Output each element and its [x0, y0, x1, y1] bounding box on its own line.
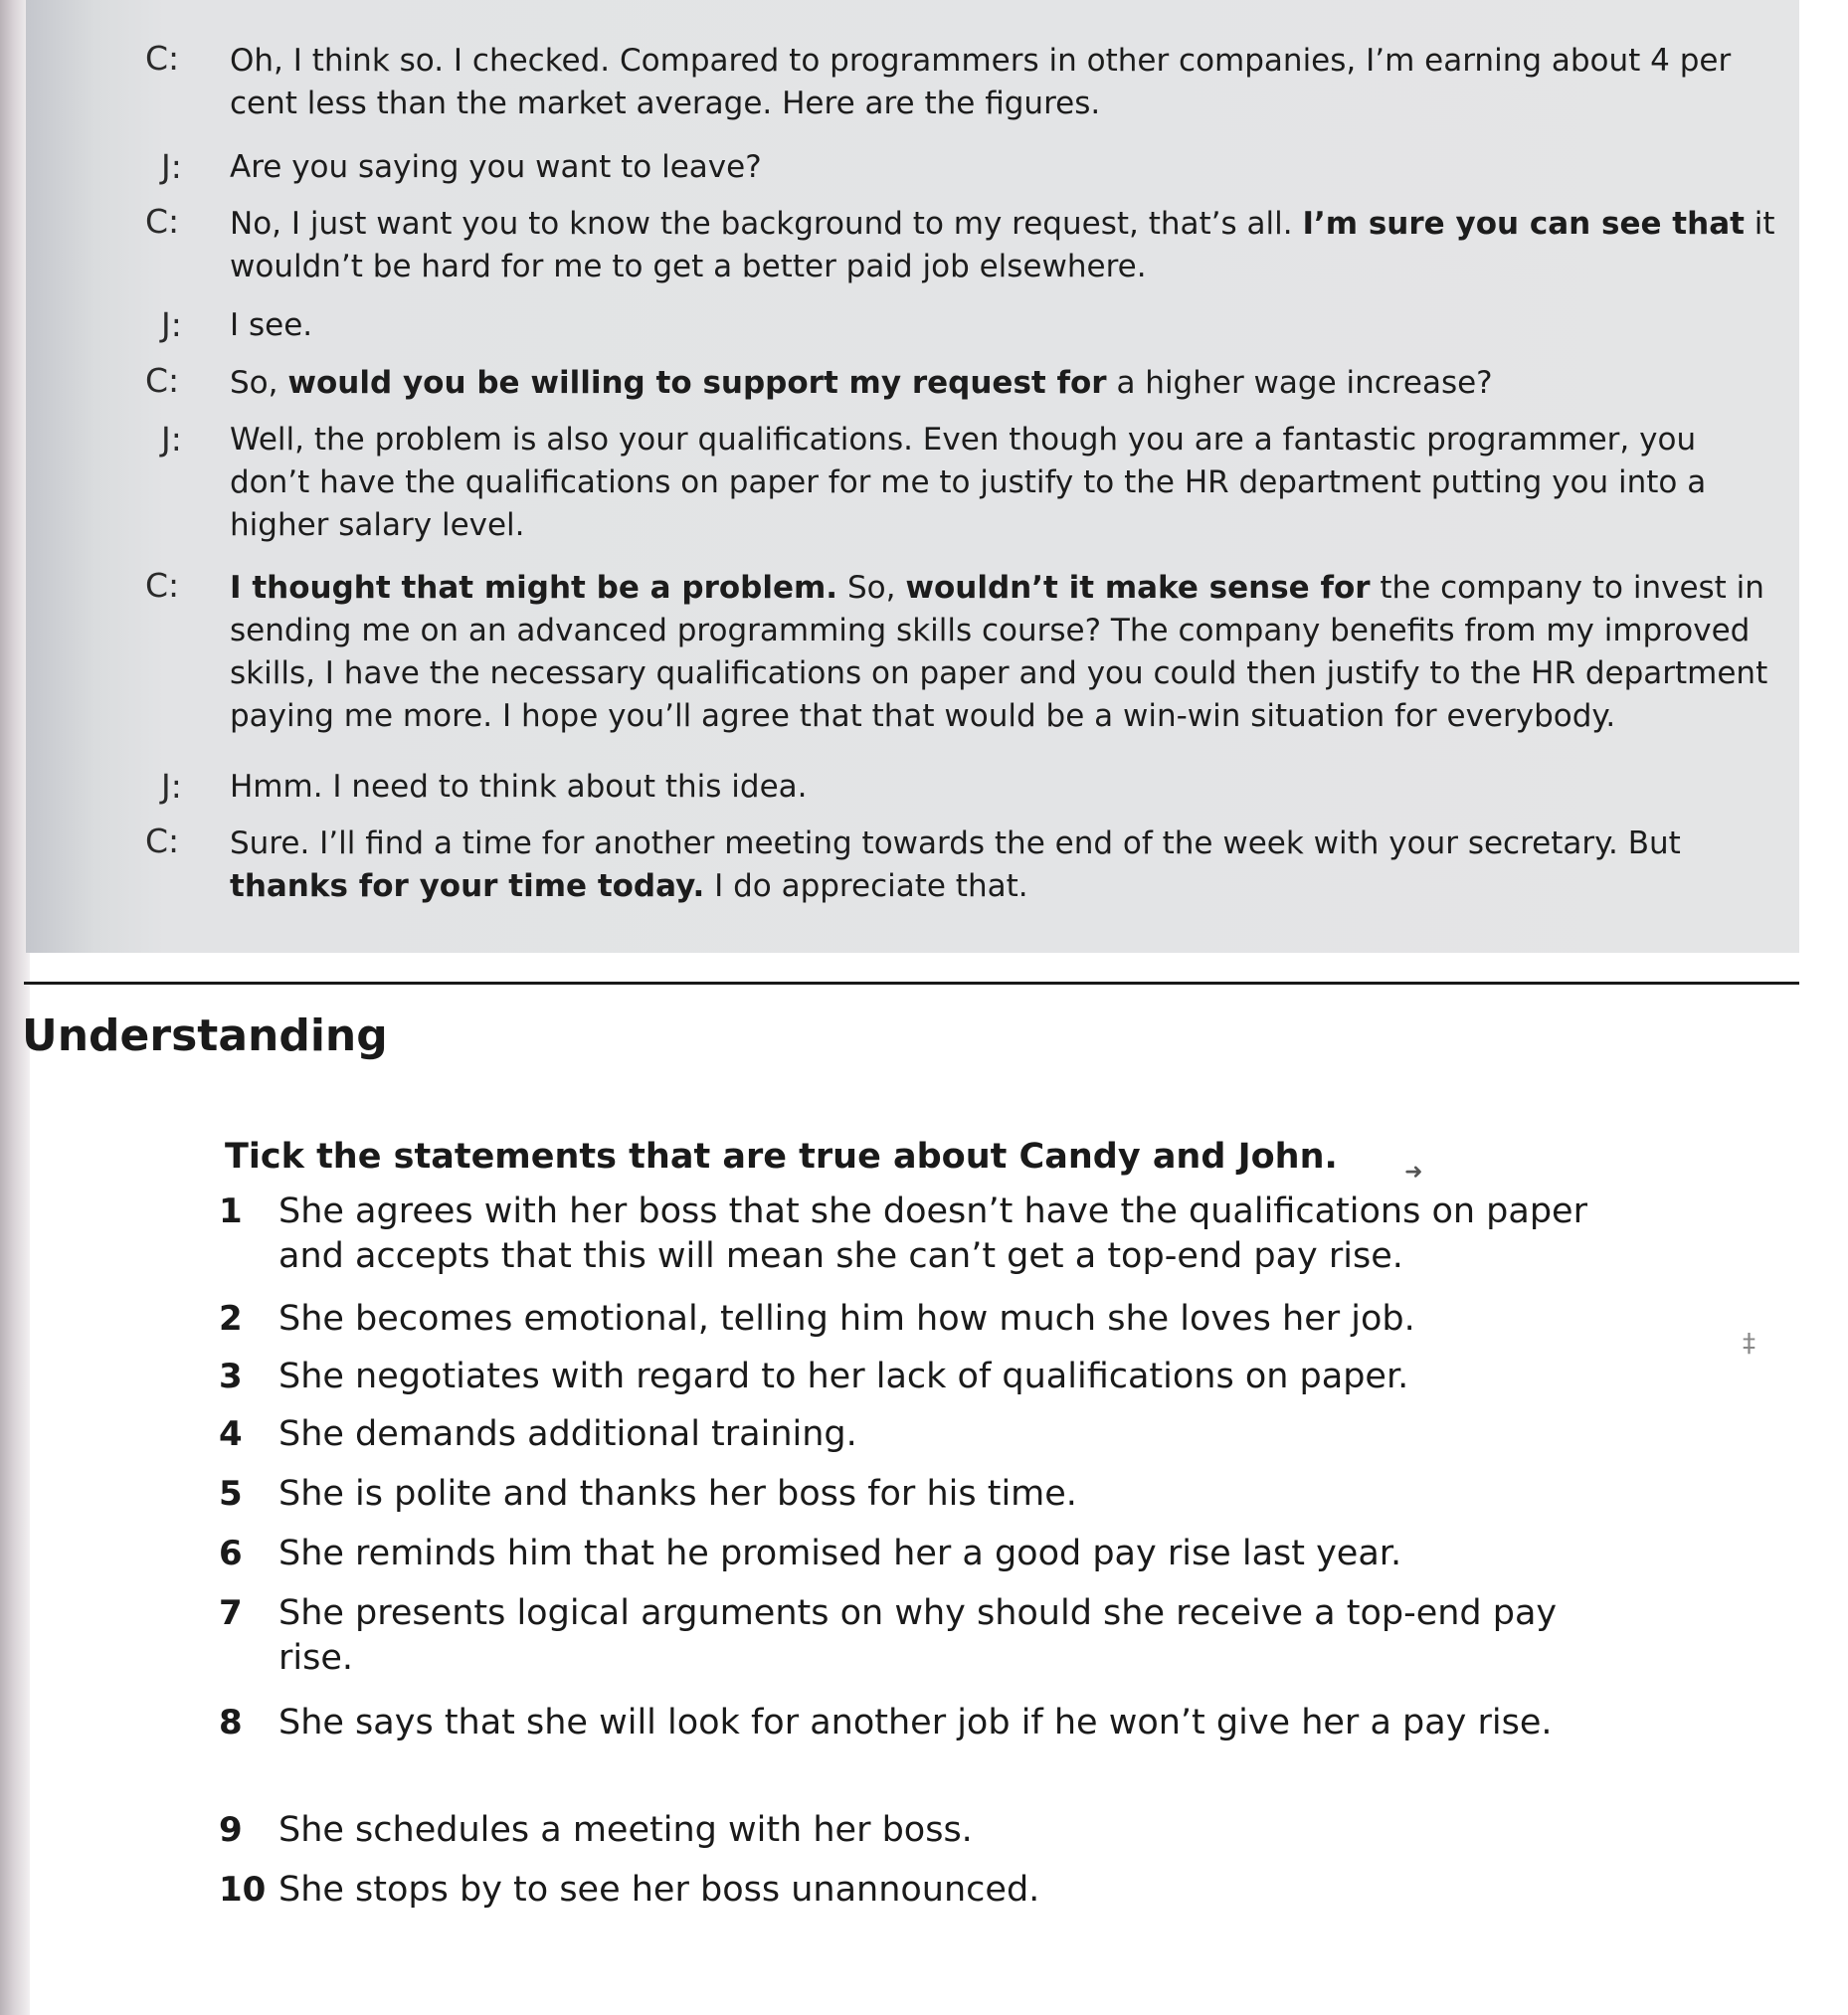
speech-text — [230, 766, 1781, 809]
speaker-label: C: — [145, 822, 180, 860]
speaker-label: J: — [161, 147, 182, 186]
speech-text — [230, 419, 1781, 547]
statement-text: She presents logical arguments on why should she receive a top-end pay rise. — [278, 1593, 1558, 1678]
dialogue-box — [26, 0, 1799, 953]
speech-segment: Oh, I think so. I checked. Compared to programmers in other companies, I’m earning about 4 per cent less than the market average. Here are the figures. — [230, 43, 1732, 121]
section-title: Understanding — [22, 1010, 388, 1061]
statement-number: 4 — [219, 1414, 243, 1454]
statement-number: 6 — [219, 1534, 243, 1573]
ink-speck: ‡ — [1743, 1329, 1756, 1359]
speech-text — [230, 203, 1781, 288]
statement-number: 8 — [219, 1703, 243, 1742]
statement-text: She says that she will look for another job if he won’t give her a pay rise. — [278, 1703, 1553, 1742]
statement-number: 1 — [219, 1191, 243, 1231]
speech-segment-bold: would you be willing to support my request for — [287, 365, 1107, 401]
speaker-label: C: — [145, 361, 180, 400]
statement-text: She negotiates with regard to her lack of qualifications on paper. — [278, 1357, 1409, 1396]
speaker-label: C: — [145, 39, 180, 78]
speech-text — [230, 40, 1781, 125]
speech-segment: Hmm. I need to think about this idea. — [230, 769, 808, 805]
statement-text: She stops by to see her boss unannounced. — [278, 1870, 1040, 1910]
statement-text: She is polite and thanks her boss for his time. — [278, 1474, 1077, 1514]
statement-number: 7 — [219, 1593, 243, 1633]
speech-segment: the company to invest in sending me on an advanced programming skills course? The company benefits from my improved skills, I have the necessary qualifications on paper and you could then justify to the HR department paying me more. I hope you’ll agree that that would be a win-win situation for everybody. — [230, 570, 1768, 734]
speech-segment: it wouldn’t be hard for me to get a better paid job elsewhere. — [230, 206, 1775, 284]
speech-segment: I do appreciate that. — [704, 868, 1028, 904]
speech-segment: So, — [230, 365, 288, 401]
speech-segment: Are you saying you want to leave? — [230, 149, 762, 185]
statement-number: 9 — [219, 1810, 243, 1850]
statement-text: She demands additional training. — [278, 1414, 857, 1454]
statement-text: She schedules a meeting with her boss. — [278, 1810, 973, 1850]
speech-segment-bold: I’m sure you can see that — [1302, 206, 1745, 242]
speech-text — [230, 823, 1781, 908]
speech-segment: No, I just want you to know the background to my request, that’s all. — [230, 206, 1303, 242]
speech-segment: a higher wage increase? — [1106, 365, 1493, 401]
speaker-label: C: — [145, 566, 180, 605]
speaker-label: J: — [161, 420, 182, 458]
speech-segment-bold: wouldn’t it make sense for — [905, 570, 1371, 606]
speaker-label: C: — [145, 202, 180, 241]
statement-number: 2 — [219, 1299, 243, 1339]
speaker-label: J: — [161, 767, 182, 806]
speech-text — [230, 567, 1781, 738]
statement-number: 3 — [219, 1357, 243, 1396]
ink-speck: ➜ — [1404, 1160, 1423, 1185]
statement-number: 10 — [219, 1870, 267, 1910]
speech-segment-bold: thanks for your time today. — [230, 868, 705, 904]
exercise-instruction: Tick the statements that are true about Candy and John. — [225, 1137, 1338, 1177]
speech-segment: Sure. I’ll find a time for another meeting towards the end of the week with your secretary. But — [230, 825, 1681, 861]
statement-text: She reminds him that he promised her a good pay rise last year. — [278, 1534, 1402, 1573]
section-divider — [24, 982, 1799, 985]
speech-text — [230, 304, 1781, 347]
speech-segment: So, — [837, 570, 906, 606]
statement-number: 5 — [219, 1474, 243, 1514]
speaker-label: J: — [161, 305, 182, 344]
statement-text: She agrees with her boss that she doesn’t have the qualifications on paper and accepts that this will mean she can’t get a top-end pay rise. — [278, 1191, 1587, 1276]
speech-segment-bold: I thought that might be a problem. — [230, 570, 838, 606]
speech-text — [230, 146, 1781, 189]
speech-segment: I see. — [230, 307, 313, 343]
statement-text: She becomes emotional, telling him how much she loves her job. — [278, 1299, 1415, 1339]
speech-text — [230, 362, 1781, 405]
speech-segment: Well, the problem is also your qualifications. Even though you are a fantastic programmer, you don’t have the qualifications on paper for me to justify to the HR department putting you into a higher salary level. — [230, 422, 1707, 543]
